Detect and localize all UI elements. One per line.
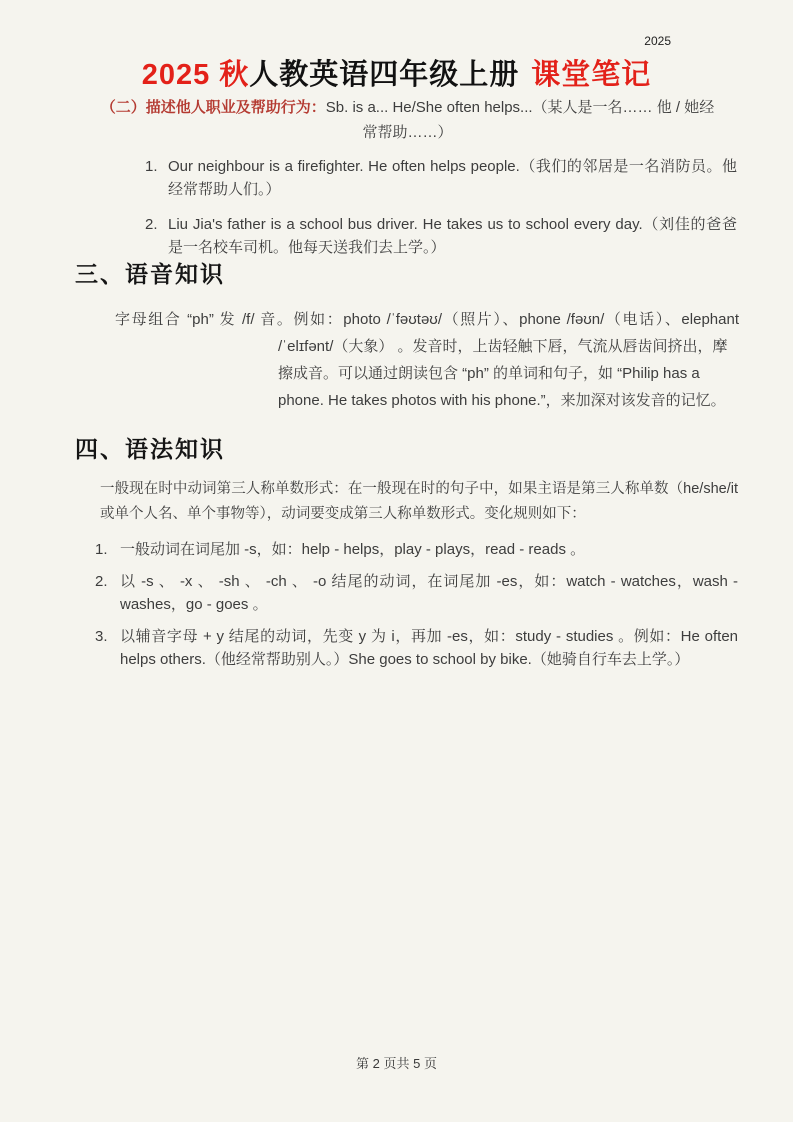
list-item <box>145 155 737 201</box>
grammar-rule-list <box>95 538 738 680</box>
phonics-line: phone. He takes photos with his phone.”，来加深对该发音的记忆。 <box>278 392 726 409</box>
list-item <box>95 538 738 561</box>
section-intro-text: Sb. is a... He/She often helps...（某人是一名…… 他 / 她经常帮助……） <box>325 99 715 141</box>
phonics-section-heading: 三、语音知识 <box>75 261 225 287</box>
list-item-text: 一般动词在词尾加 -s，如：help - helps，play - plays，read - reads 。 <box>120 541 586 558</box>
section-intro-label: （二）描述他人职业及帮助行为： <box>100 99 326 116</box>
list-item <box>145 213 737 259</box>
grammar-intro-line: 或单个人名、单个事物等），动词要变成第三人称单数形式。变化规则如下： <box>100 506 586 522</box>
grammar-intro-paragraph <box>100 477 738 527</box>
list-item-text: Liu Jia's father is a school bus driver. He takes us to school every day.（刘佳的爸爸是一名校车司机。他每天送我们去上学。） <box>168 216 737 256</box>
page-title <box>0 52 793 93</box>
page-number-footer: 第 2 页共 5 页 <box>356 1056 437 1071</box>
title-red-suffix: 课堂笔记 <box>531 59 652 91</box>
section-intro-paragraph <box>95 95 720 145</box>
corner-year-mark: 2025 <box>644 34 671 48</box>
title-red-prefix: 2025 秋 <box>141 59 250 91</box>
phonics-line: 字母组合 “ph” 发 /f/ 音。例如：photo /ˈfəʊtəʊ/（照片）、phone /fəʊn/（电话）、elephant <box>115 311 739 328</box>
list-item-number: 2. <box>95 573 108 590</box>
list-item-text: 以辅音字母 + y 结尾的动词，先变 y 为 i，再加 -es，如：study - studies 。例如：He often helps others.（他经常帮助别人。）She goes to school by bike.（她骑自行车去上学。） <box>120 628 738 668</box>
title-black-middle: 人教英语四年级上册 <box>249 59 520 91</box>
list-item-text: 以 -s 、 -x 、 -sh 、 -ch 、 -o 结尾的动词，在词尾加 -es，如：watch - watches，wash - washes，go - goes 。 <box>120 573 738 613</box>
list-item-number: 3. <box>95 628 108 645</box>
example-sentence-list <box>145 155 737 271</box>
list-item-text: Our neighbour is a firefighter. He often helps people.（我们的邻居是一名消防员。他经常帮助人们。） <box>168 158 737 198</box>
phonics-line: 擦成音。可以通过朗读包含 “ph” 的单词和句子，如 “Philip has a <box>278 365 700 382</box>
list-item-number: 2. <box>145 216 158 233</box>
list-item <box>95 625 738 671</box>
phonics-line: /ˈelɪfənt/（大象） 。发音时，上齿轻触下唇，气流从唇齿间挤出，摩 <box>278 338 728 355</box>
grammar-intro-line: 一般现在时中动词第三人称单数形式：在一般现在时的句子中，如果主语是第三人称单数（he/she/it <box>100 481 738 497</box>
phonics-paragraph <box>115 306 739 414</box>
list-item-number: 1. <box>145 158 158 175</box>
grammar-section-heading: 四、语法知识 <box>75 436 225 462</box>
list-item-number: 1. <box>95 541 108 558</box>
list-item <box>95 570 738 616</box>
